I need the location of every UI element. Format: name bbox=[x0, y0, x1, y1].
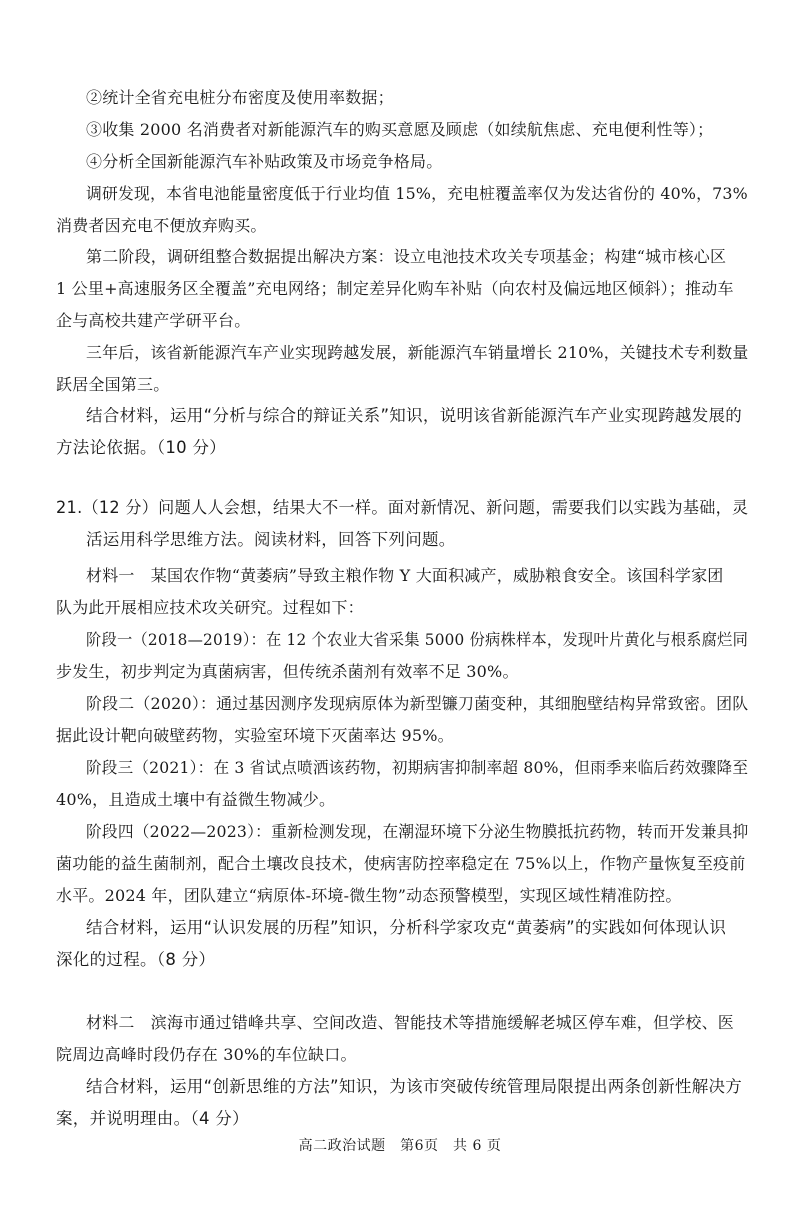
question-21-stem-line-1: 21.（12 分）问题人人会想，结果大不一样。面对新情况、新问题，需要我们以实践为基础，灵 bbox=[56, 498, 749, 517]
question-20-prompt-line-2: 方法论依据。（10 分） bbox=[56, 438, 227, 457]
result-line-2: 跃居全国第三。 bbox=[56, 375, 170, 394]
stage-four-line-3: 水平。2024 年，团队建立“病原体-环境-微生物”动态预警模型，实现区域性精准防控。 bbox=[56, 886, 682, 905]
material-two-line-1: 材料二 滨海市通过错峰共享、空间改造、智能技术等措施缓解老城区停车难，但学校、医 bbox=[86, 1013, 735, 1032]
result-line-1: 三年后，该省新能源汽车产业实现跨越发展，新能源汽车销量增长 210%，关键技术专利数量 bbox=[86, 343, 749, 362]
stage-two-line-1: 阶段二（2020）：通过基因测序发现病原体为新型镰刀菌变种，其细胞壁结构异常致密。团队 bbox=[86, 694, 749, 713]
phase-two-line-2: 1 公里+高速服务区全覆盖”充电网络；制定差异化购车补贴（向农村及偏远地区倾斜）；推动车 bbox=[56, 279, 734, 298]
stage-four-line-2: 菌功能的益生菌制剂，配合土壤改良技术，使病害防控率稳定在 75%以上，作物产量恢复至疫前 bbox=[56, 854, 746, 873]
page-footer: 高二政治试题 第6页 共 6 页 bbox=[298, 1138, 502, 1154]
question-21-1-prompt-line-1: 结合材料，运用“认识发展的历程”知识，分析科学家攻克“黄萎病”的实践如何体现认识 bbox=[86, 918, 727, 937]
findings-line-2: 消费者因充电不便放弃购买。 bbox=[56, 216, 267, 235]
survey-step-2: ②统计全省充电桩分布密度及使用率数据； bbox=[86, 88, 394, 107]
question-21-2-prompt-line-2: 案，并说明理由。（4 分） bbox=[56, 1109, 249, 1128]
stage-two-line-2: 据此设计靶向破壁药物，实验室环境下灭菌率达 95%。 bbox=[56, 726, 454, 745]
survey-step-4: ④分析全国新能源汽车补贴政策及市场竞争格局。 bbox=[86, 152, 443, 171]
material-one-line-1: 材料一 某国农作物“黄萎病”导致主粮作物 Y 大面积减产，威胁粮食安全。该国科学家团 bbox=[86, 566, 724, 585]
phase-two-line-3: 企与高校共建产学研平台。 bbox=[56, 311, 251, 330]
question-20-prompt-line-1: 结合材料，运用“分析与综合的辩证关系”知识，说明该省新能源汽车产业实现跨越发展的 bbox=[86, 406, 743, 425]
phase-two-line-1: 第二阶段，调研组整合数据提出解决方案：设立电池技术攻关专项基金；构建“城市核心区 bbox=[86, 247, 727, 266]
material-one-line-2: 队为此开展相应技术攻关研究。过程如下： bbox=[56, 598, 364, 617]
material-two-line-2: 院周边高峰时段仍存在 30%的车位缺口。 bbox=[56, 1045, 357, 1064]
stage-one-line-1: 阶段一（2018—2019）：在 12 个农业大省采集 5000 份病株样本，发现叶片黄化与根系腐烂同 bbox=[86, 630, 749, 649]
findings-line-1: 调研发现，本省电池能量密度低于行业均值 15%，充电桩覆盖率仅为发达省份的 40%，73% bbox=[86, 184, 748, 203]
question-21-1-prompt-line-2: 深化的过程。（8 分） bbox=[56, 950, 216, 969]
stage-three-line-1: 阶段三（2021）：在 3 省试点喷洒该药物，初期病害抑制率超 80%，但雨季来临后药效骤降至 bbox=[86, 758, 749, 777]
survey-step-3: ③收集 2000 名消费者对新能源汽车的购买意愿及顾虑（如续航焦虑、充电便利性等）； bbox=[86, 120, 714, 139]
stage-four-line-1: 阶段四（2022—2023）：重新检测发现，在潮湿环境下分泌生物膜抵抗药物，转而开发兼具抑 bbox=[86, 822, 749, 841]
stage-one-line-2: 步发生，初步判定为真菌病害，但传统杀菌剂有效率不足 30%。 bbox=[56, 662, 519, 681]
question-21-2-prompt-line-1: 结合材料，运用“创新思维的方法”知识，为该市突破传统管理局限提出两条创新性解决方 bbox=[86, 1077, 743, 1096]
question-21-stem-line-2: 活运用科学思维方法。阅读材料，回答下列问题。 bbox=[86, 530, 456, 549]
stage-three-line-2: 40%，且造成土壤中有益微生物减少。 bbox=[56, 790, 336, 809]
